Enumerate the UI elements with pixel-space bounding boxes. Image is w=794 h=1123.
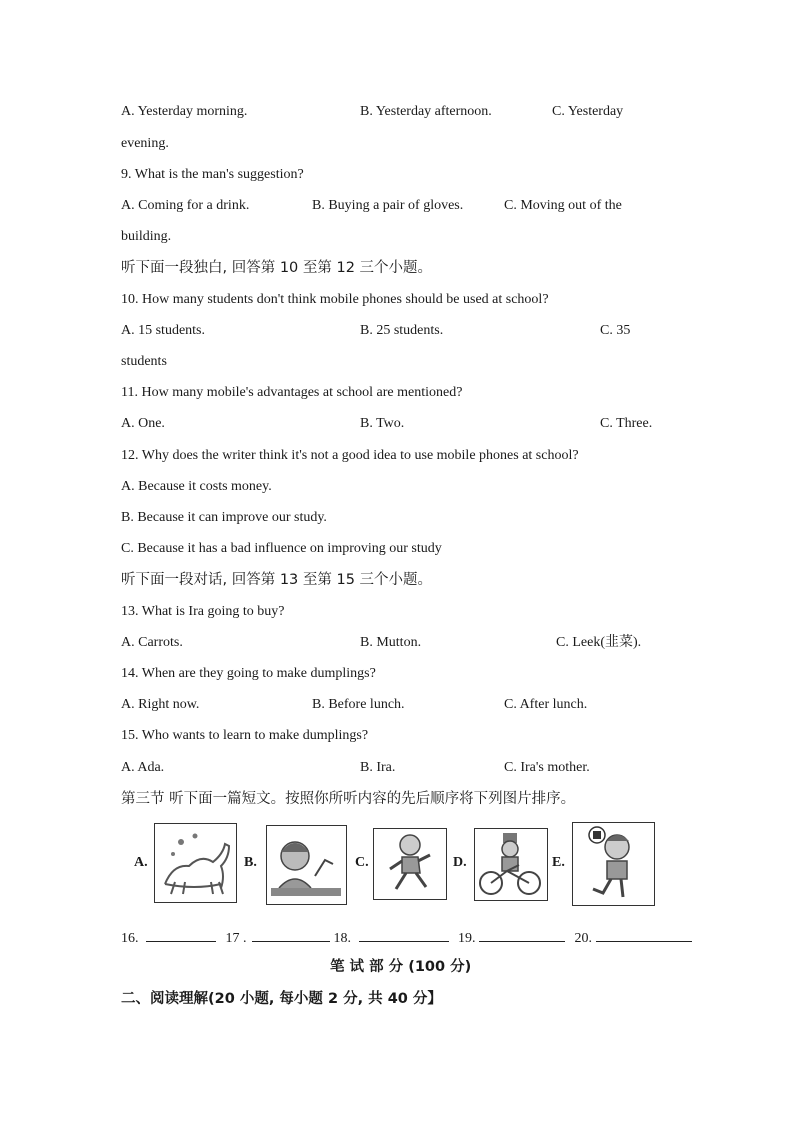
q14-option-a: A. Right now. — [121, 697, 200, 712]
q11-option-c: C. Three. — [600, 416, 653, 431]
q9-option-c-wrap: building. — [121, 229, 172, 244]
q11-question: 11. How many mobile's advantages at school are mentioned? — [121, 385, 463, 400]
q15-option-c: C. Ira's mother. — [504, 760, 590, 775]
answer-blank-16[interactable] — [146, 927, 216, 942]
q14-question: 14. When are they going to make dumplings? — [121, 666, 376, 681]
q13-option-c: C. Leek(韭菜). — [556, 635, 642, 650]
running-boy-icon — [374, 829, 445, 898]
section3-heading: 第三节 听下面一篇短文。按照你所听内容的先后顺序将下列图片排序。 — [121, 791, 576, 807]
q8-option-c-wrap: evening. — [121, 136, 169, 151]
written-part-heading: 笔 试 部 分 (100 分) — [330, 959, 472, 975]
q8-option-b: B. Yesterday afternoon. — [360, 104, 492, 119]
reading-section-heading: 二、阅读理解(20 小题, 每小题 2 分, 共 40 分】 — [121, 991, 442, 1007]
q13-option-a: A. Carrots. — [121, 635, 183, 650]
q10-option-b: B. 25 students. — [360, 323, 444, 338]
blank-label-16: 16. — [121, 931, 139, 946]
q8-option-c: C. Yesterday — [552, 104, 624, 119]
picture-b-boy-desk — [266, 825, 347, 905]
section-dialogue-heading: 听下面一段对话, 回答第 13 至第 15 三个小题。 — [121, 572, 433, 588]
blank-label-19: 19. — [458, 931, 476, 946]
answer-blank-18[interactable] — [359, 927, 449, 942]
picture-label-d: D. — [453, 855, 467, 870]
boy-studying-icon — [267, 826, 345, 903]
q12-option-b: B. Because it can improve our study. — [121, 510, 327, 525]
picture-d-boy-bicycle — [474, 828, 548, 901]
q12-question: 12. Why does the writer think it's not a good idea to use mobile phones at school? — [121, 448, 579, 463]
q11-option-b: B. Two. — [360, 416, 405, 431]
q13-option-b: B. Mutton. — [360, 635, 422, 650]
answer-blank-20[interactable] — [596, 927, 692, 942]
q9-question: 9. What is the man's suggestion? — [121, 167, 304, 182]
q13-question: 13. What is Ira going to buy? — [121, 604, 285, 619]
q14-option-b: B. Before lunch. — [312, 697, 405, 712]
dog-icon — [155, 824, 235, 901]
picture-label-e: E. — [552, 855, 565, 870]
blank-label-20: 20. — [574, 931, 592, 946]
q10-option-a: A. 15 students. — [121, 323, 205, 338]
picture-label-c: C. — [355, 855, 369, 870]
answer-blank-17[interactable] — [252, 927, 330, 942]
picture-label-a: A. — [134, 855, 148, 870]
q9-option-c: C. Moving out of the — [504, 198, 622, 213]
q9-option-a: A. Coming for a drink. — [121, 198, 250, 213]
q15-option-a: A. Ada. — [121, 760, 165, 775]
picture-label-b: B. — [244, 855, 257, 870]
q10-question: 10. How many students don't think mobile phones should be used at school? — [121, 292, 549, 307]
q10-option-c: C. 35 — [600, 323, 631, 338]
q15-option-b: B. Ira. — [360, 760, 396, 775]
q10-option-c-wrap: students — [121, 354, 167, 369]
picture-c-boy-running — [373, 828, 447, 900]
picture-a-dog-leaves — [154, 823, 237, 903]
answer-blanks-row — [121, 927, 692, 948]
section-monologue-heading: 听下面一段独白, 回答第 10 至第 12 三个小题。 — [121, 260, 433, 276]
blank-label-18: 18. — [333, 931, 351, 946]
blank-label-17: 17 . — [225, 931, 247, 946]
q12-option-c: C. Because it has a bad influence on improving our study — [121, 541, 442, 556]
q11-option-a: A. One. — [121, 416, 165, 431]
q9-option-b: B. Buying a pair of gloves. — [312, 198, 464, 213]
q12-option-a: A. Because it costs money. — [121, 479, 272, 494]
football-icon — [573, 823, 653, 904]
picture-e-boy-football — [572, 822, 655, 906]
bicycle-icon — [475, 829, 546, 899]
q14-option-c: C. After lunch. — [504, 697, 588, 712]
q15-question: 15. Who wants to learn to make dumplings? — [121, 728, 369, 743]
q8-option-a: A. Yesterday morning. — [121, 104, 248, 119]
answer-blank-19[interactable] — [479, 927, 565, 942]
